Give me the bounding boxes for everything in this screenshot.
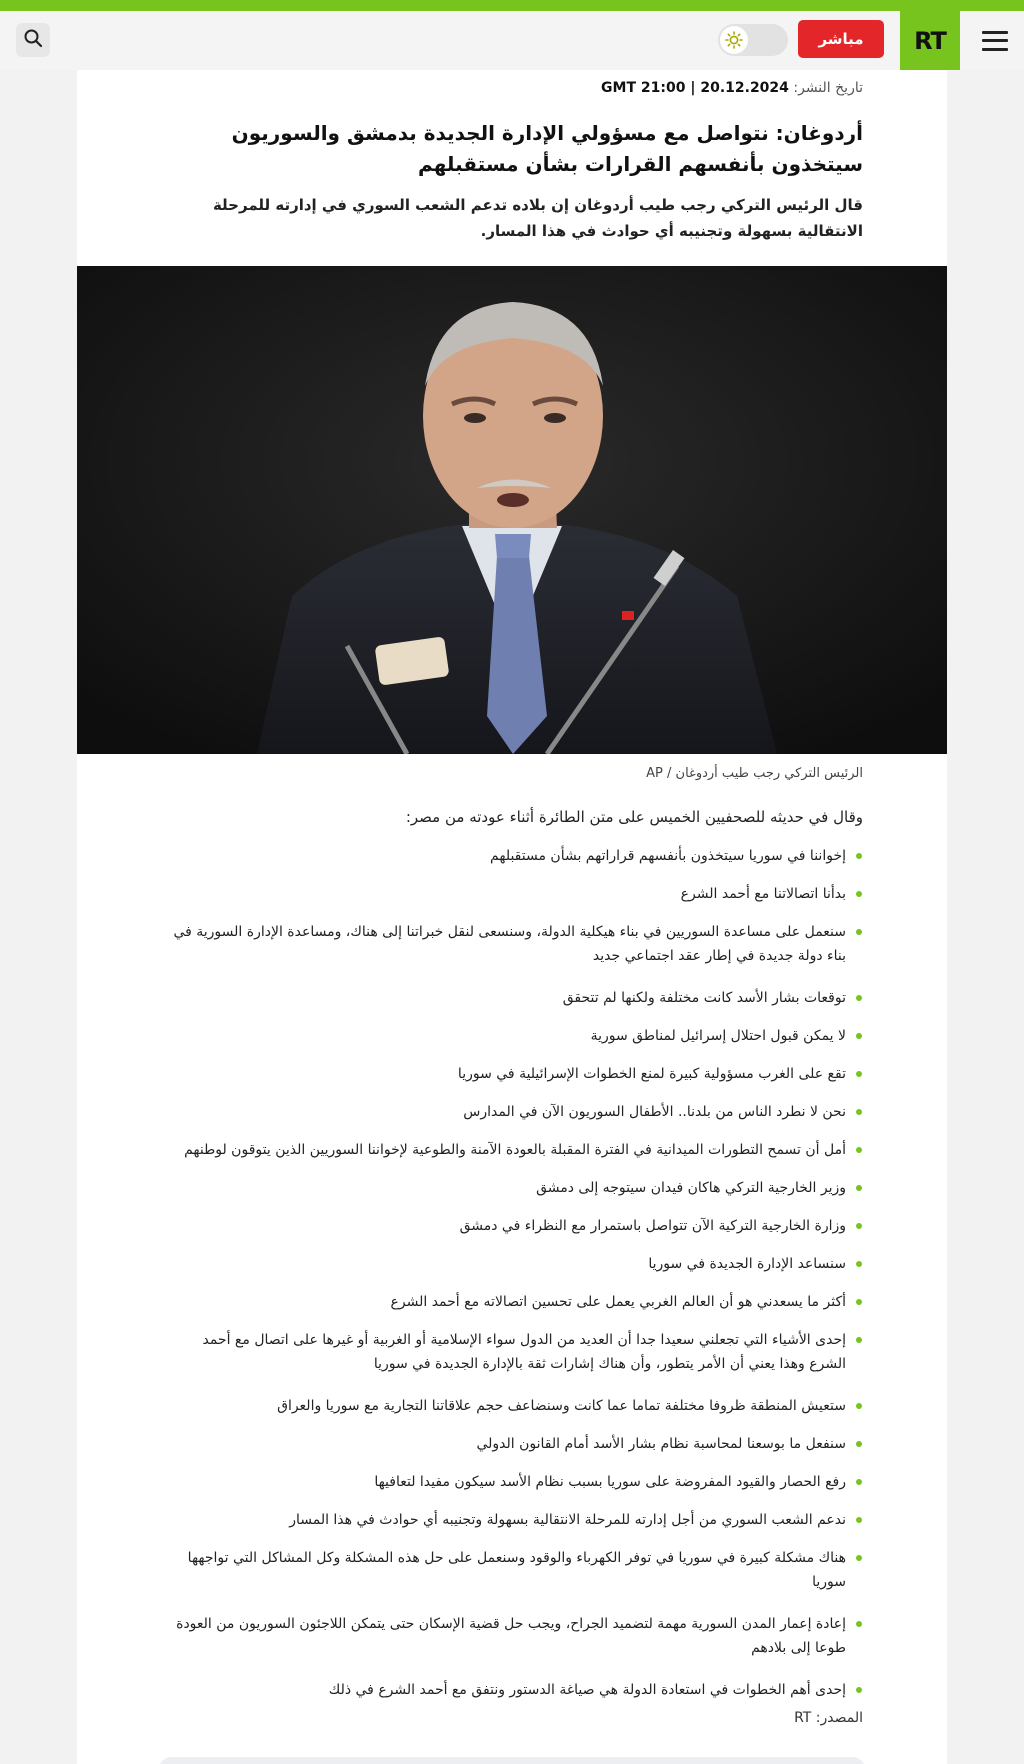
statement-list	[163, 844, 863, 1716]
rt-logo[interactable]: RT	[900, 11, 960, 70]
statement-item: سنعمل على مساعدة السوريين في بناء هيكلية الدولة، وسنسعى لنقل خبراتنا إلى هناك، ومساعدة الإدارة السورية في بناء دولة جديدة في إطار عقد اجتماعي جديد	[163, 920, 863, 968]
publish-date-label: تاريخ النشر:	[793, 80, 863, 96]
statement-item: أكثر ما يسعدني هو أن العالم الغربي يعمل على تحسين اتصالاته مع أحمد الشرع	[163, 1290, 863, 1314]
statement-item: نحن لا نطرد الناس من بلدنا.. الأطفال السوريون الآن في المدارس	[163, 1100, 863, 1124]
statement-item: هناك مشكلة كبيرة في سوريا في توفر الكهرباء والوقود وسنعمل على حل هذه المشكلة وكل المشاكل التي تواجهها سوريا	[163, 1546, 863, 1594]
statement-item: سنساعد الإدارة الجديدة في سوريا	[163, 1252, 863, 1276]
theme-toggle[interactable]	[718, 24, 788, 56]
statement-item: رفع الحصار والقيود المفروضة على سوريا بسبب نظام الأسد سيكون مفيدا لتعافيها	[163, 1470, 863, 1494]
statement-item: سنفعل ما بوسعنا لمحاسبة نظام بشار الأسد أمام القانون الدولي	[163, 1432, 863, 1456]
article-source: المصدر: RT	[794, 1710, 863, 1726]
statement-item: ستعيش المنطقة ظروفا مختلفة تماما عما كانت وسنضاعف حجم علاقاتنا التجارية مع سوريا والعراق	[163, 1394, 863, 1418]
top-navigation-bar	[0, 0, 1024, 70]
statement-item: إحدى الأشياء التي تجعلني سعيدا جدا أن العديد من الدول سواء الإسلامية أو الغربية أو غيرها على اتصال مع أحمد الشرع وهذا يعني أن الأمر يتطور، وأن هناك إشارات ثقة بالإدارة الجديدة في سوريا	[163, 1328, 863, 1376]
statement-item: لا يمكن قبول احتلال إسرائيل لمناطق سورية	[163, 1024, 863, 1048]
statement-item: وزير الخارجية التركي هاكان فيدان سيتوجه إلى دمشق	[163, 1176, 863, 1200]
speaker-photo-illustration	[77, 266, 947, 754]
article-intro: وقال في حديثه للصحفيين الخميس على متن الطائرة أثناء عودته من مصر:	[405, 808, 863, 826]
statement-item: توقعات بشار الأسد كانت مختلفة ولكنها لم تتحقق	[163, 986, 863, 1010]
search-button[interactable]	[16, 23, 50, 57]
article-lead: قال الرئيس التركي رجب طيب أردوغان إن بلاده تدعم الشعب السوري في إدارته للمرحلة الانتقالية بسهولة وتجنيبه أي حوادث في هذا المسار.	[212, 196, 863, 240]
sun-icon	[720, 26, 748, 54]
next-section-card	[159, 1757, 865, 1764]
statement-item: تقع على الغرب مسؤولية كبيرة لمنع الخطوات الإسرائيلية في سوريا	[163, 1062, 863, 1086]
publish-date	[163, 80, 863, 96]
photo-caption: الرئيس التركي رجب طيب أردوغان / AP	[646, 766, 863, 781]
statement-item: إخواننا في سوريا سيتخذون بأنفسهم قراراتهم بشأن مستقبلهم	[163, 844, 863, 868]
statement-item: بدأنا اتصالاتنا مع أحمد الشرع	[163, 882, 863, 906]
article-photo	[77, 266, 947, 754]
hamburger-icon[interactable]	[982, 28, 1008, 54]
article-card	[77, 70, 947, 1764]
article-title: أردوغان: نتواصل مع مسؤولي الإدارة الجديدة بدمشق والسوريون سيتخذون بأنفسهم القرارات بشأن مستقبلهم	[231, 121, 863, 176]
publish-date-value: 20.12.2024 | GMT 21:00	[601, 80, 789, 96]
statement-item: أمل أن تسمح التطورات الميدانية في الفترة المقبلة بالعودة الآمنة والطوعية لإخواننا السوريين الذين يتوقون لوطنهم	[163, 1138, 863, 1162]
statement-item: ندعم الشعب السوري من أجل إدارته للمرحلة الانتقالية بسهولة وتجنيبه أي حوادث في هذا المسار	[163, 1508, 863, 1532]
statement-item: إعادة إعمار المدن السورية مهمة لتضميد الجراح، ويجب حل قضية الإسكان حتى يتمكن اللاجئون السوريون من العودة طوعا إلى بلادهم	[163, 1612, 863, 1660]
search-icon	[23, 28, 43, 52]
statement-item: وزارة الخارجية التركية الآن تتواصل باستمرار مع النظراء في دمشق	[163, 1214, 863, 1238]
live-button[interactable]: مباشر	[798, 20, 884, 58]
statement-item: إحدى أهم الخطوات في استعادة الدولة هي صياغة الدستور ونتفق مع أحمد الشرع في ذلك	[163, 1678, 863, 1702]
